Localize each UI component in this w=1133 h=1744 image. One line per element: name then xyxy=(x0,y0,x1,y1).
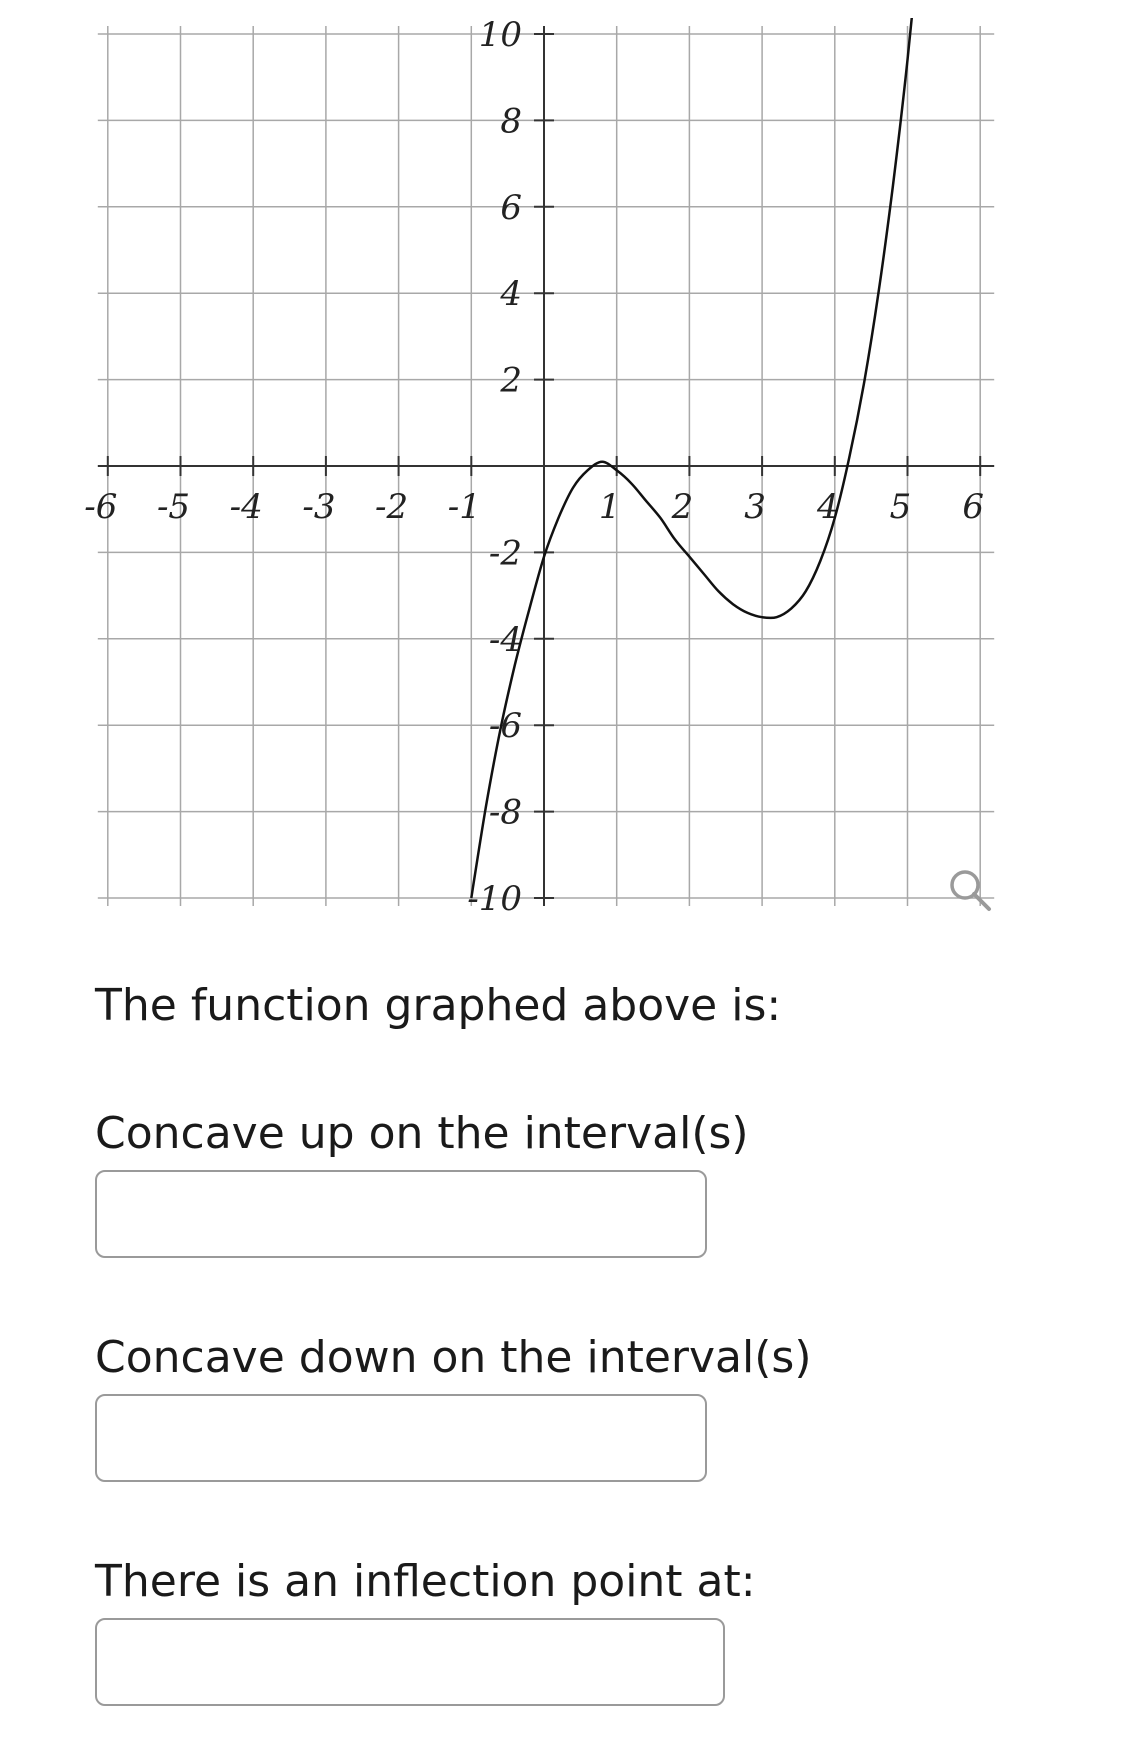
x-tick-label: -4 xyxy=(229,487,263,527)
y-tick-label: -10 xyxy=(467,879,522,919)
x-tick-label: -2 xyxy=(375,487,409,527)
magnifier-icon[interactable] xyxy=(952,872,989,909)
concave-down-input[interactable] xyxy=(95,1394,707,1482)
inflection-label: There is an inflection point at: xyxy=(95,1556,756,1607)
inflection-input[interactable] xyxy=(95,1618,725,1706)
y-tick-label: -8 xyxy=(488,792,522,833)
x-tick-label: 2 xyxy=(671,487,694,527)
y-tick-label: -4 xyxy=(488,619,522,660)
x-tick-label: 4 xyxy=(816,487,839,527)
y-tick-label: 2 xyxy=(500,360,522,401)
question-intro: The function graphed above is: xyxy=(95,980,782,1031)
y-tick-label: -2 xyxy=(488,533,522,574)
concave-up-input[interactable] xyxy=(95,1170,707,1258)
y-tick-label: 6 xyxy=(500,187,522,228)
y-tick-label: 10 xyxy=(478,15,522,55)
x-tick-label: -3 xyxy=(302,487,336,527)
y-tick-label: -6 xyxy=(488,706,522,747)
x-tick-label: 1 xyxy=(598,487,621,527)
axes xyxy=(98,26,994,906)
y-tick-label: 4 xyxy=(500,274,522,315)
x-tick-label: 6 xyxy=(962,487,985,527)
y-tick-label: 8 xyxy=(500,101,522,142)
x-tick-label: -1 xyxy=(447,487,481,527)
x-tick-label: 5 xyxy=(889,487,912,527)
x-tick-label: 3 xyxy=(744,487,766,527)
x-tick-label: -6 xyxy=(84,487,118,527)
concave-down-label: Concave down on the interval(s) xyxy=(95,1332,812,1383)
concave-up-label: Concave up on the interval(s) xyxy=(95,1108,749,1159)
x-tick-label: -5 xyxy=(156,487,191,527)
function-curve xyxy=(471,0,929,898)
